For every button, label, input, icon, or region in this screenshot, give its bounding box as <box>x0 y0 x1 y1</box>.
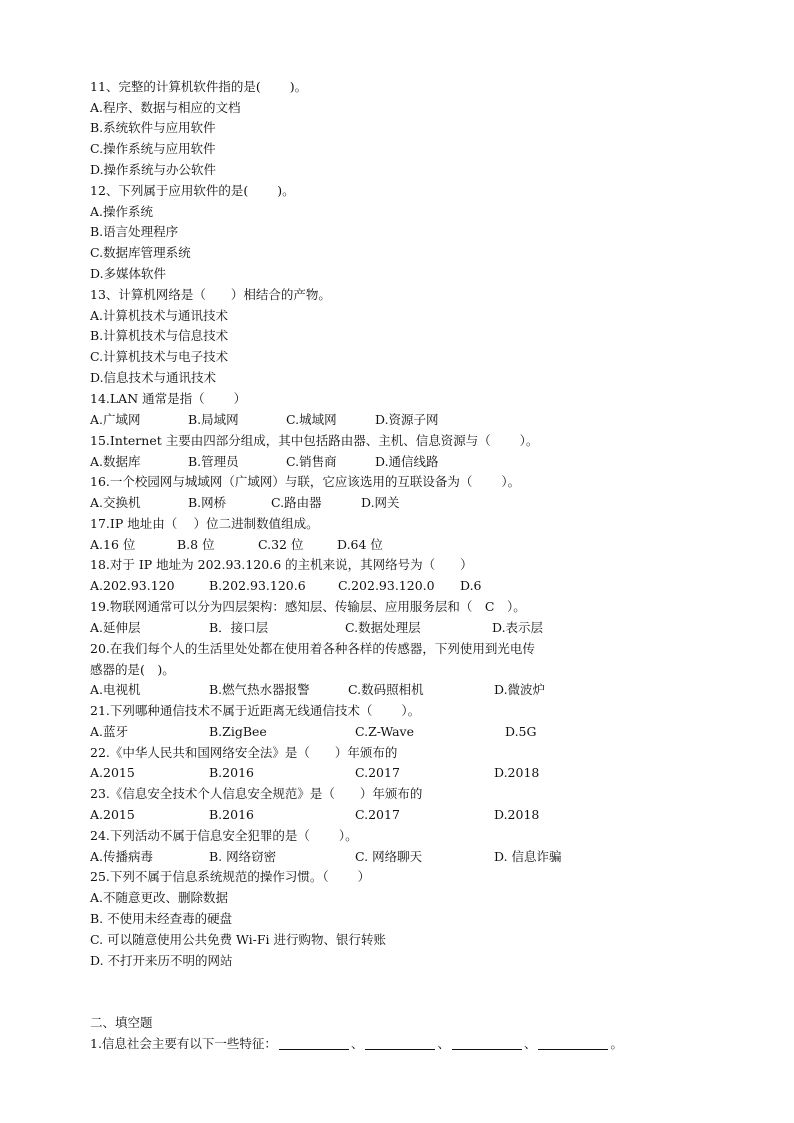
question-18-stem: 18.对于 IP 地址为 202.93.120.6 的主机来说，其网络号为（ ） <box>90 557 473 572</box>
question-15-option-b: B.管理员 <box>188 454 239 469</box>
question-21-option-b: B.ZigBee <box>209 724 267 739</box>
question-15-option-d: D.通信线路 <box>375 454 439 469</box>
question-22-option-a: A.2015 <box>90 765 135 780</box>
answer-blank-2[interactable] <box>365 1037 435 1050</box>
question-16-option-b: B.网桥 <box>188 495 227 510</box>
question-16-option-a: A.交换机 <box>90 495 141 510</box>
question-20-stem: 20.在我们每个人的生活里处处都在使用着各种各样的传感器，下列使用到光电传 <box>90 641 535 656</box>
question-24-option-d: D. 信息诈骗 <box>494 849 562 864</box>
question-22-option-b: B.2016 <box>209 765 254 780</box>
question-19-stem: 19.物联网通常可以分为四层架构：感知层、传输层、应用服务层和（ C ）。 <box>90 599 526 614</box>
section-heading-fill-in: 二、填空题 <box>90 1015 153 1030</box>
question-14-stem: 14.LAN 通常是指（ ） <box>90 391 247 406</box>
question-15-option-c: C.销售商 <box>286 454 337 469</box>
answer-blank-4[interactable] <box>538 1037 608 1050</box>
question-13-option-d: D.信息技术与通讯技术 <box>90 370 217 385</box>
question-25-option-c: C. 可以随意使用公共免费 Wi-Fi 进行购物、银行转账 <box>90 932 387 947</box>
question-20-stem-continued: 感器的是( )。 <box>90 662 175 677</box>
question-13-option-a: A.计算机技术与通讯技术 <box>90 308 229 323</box>
question-21-stem: 21.下列哪种通信技术不属于近距离无线通信技术（ ）。 <box>90 703 421 718</box>
question-23-option-a: A.2015 <box>90 807 135 822</box>
question-18-option-d: D.6 <box>460 578 482 593</box>
question-19-option-c: C.数据处理层 <box>345 620 421 635</box>
fill-in-question-1-text: 1.信息社会主要有以下一些特征： <box>90 1036 277 1051</box>
question-17-option-c: C.32 位 <box>258 537 304 552</box>
separator: 、 <box>523 1036 537 1051</box>
question-25-stem: 25.下列不属于信息系统规范的操作习惯。（ ） <box>90 869 371 884</box>
question-21-option-c: C.Z-Wave <box>355 724 414 739</box>
question-25-option-b: B. 不使用未经查毒的硬盘 <box>90 911 233 926</box>
question-19-option-a: A.延伸层 <box>90 620 141 635</box>
question-14-option-b: B.局域网 <box>188 412 239 427</box>
question-17-option-d: D.64 位 <box>337 537 383 552</box>
question-16-option-c: C.路由器 <box>271 495 322 510</box>
question-17-stem: 17.IP 地址由（ ）位二进制数值组成。 <box>90 516 319 531</box>
question-11-option-b: B.系统软件与应用软件 <box>90 120 216 135</box>
question-22-stem: 22.《中华人民共和国网络安全法》是（ ）年颁布的 <box>90 745 398 760</box>
question-12-option-b: B.语言处理程序 <box>90 224 179 239</box>
separator: 、 <box>437 1036 450 1051</box>
question-12-option-d: D.多媒体软件 <box>90 266 167 281</box>
question-22-option-d: D.2018 <box>494 765 540 780</box>
question-15-option-a: A.数据库 <box>90 454 141 469</box>
question-16-stem: 16.一个校园网与城域网（广域网）与联，它应该选用的互联设备为（ ）。 <box>90 474 521 489</box>
question-11-option-d: D.操作系统与办公软件 <box>90 162 217 177</box>
question-11-option-a: A.程序、数据与相应的文档 <box>90 100 241 115</box>
question-23-option-c: C.2017 <box>355 807 400 822</box>
question-16-option-d: D.网关 <box>361 495 400 510</box>
answer-blank-3[interactable] <box>452 1037 522 1050</box>
question-14-option-c: C.城域网 <box>286 412 337 427</box>
question-20-option-b: B.燃气热水器报警 <box>209 682 310 697</box>
question-23-option-b: B.2016 <box>209 807 254 822</box>
question-24-option-c: C. 网络聊天 <box>355 849 423 864</box>
question-24-option-b: B. 网络窃密 <box>209 849 277 864</box>
question-24-stem: 24.下列活动不属于信息安全犯罪的是（ ）。 <box>90 828 358 843</box>
question-22-option-c: C.2017 <box>355 765 400 780</box>
question-12-stem: 12、下列属于应用软件的是( )。 <box>90 183 295 198</box>
question-17-option-a: A.16 位 <box>90 537 136 552</box>
question-21-option-a: A.蓝牙 <box>90 724 129 739</box>
question-18-option-b: B.202.93.120.6 <box>209 578 306 593</box>
question-13-option-b: B.计算机技术与信息技术 <box>90 328 229 343</box>
question-18-option-a: A.202.93.120 <box>90 578 175 593</box>
question-14-option-a: A.广域网 <box>90 412 141 427</box>
question-14-option-d: D.资源子网 <box>375 412 439 427</box>
question-18-option-c: C.202.93.120.0 <box>338 578 435 593</box>
fill-in-question-1 <box>90 1036 623 1052</box>
question-24-option-a: A.传播病毒 <box>90 849 154 864</box>
question-12-option-a: A.操作系统 <box>90 204 154 219</box>
question-19-option-d: D.表示层 <box>492 620 544 635</box>
question-25-option-a: A.不随意更改、删除数据 <box>90 890 229 905</box>
question-25-option-d: D. 不打开来历不明的网站 <box>90 953 233 968</box>
question-11-stem: 11、完整的计算机软件指的是( )。 <box>90 79 308 94</box>
question-17-option-b: B.8 位 <box>177 537 215 552</box>
question-12-option-c: C.数据库管理系统 <box>90 245 191 260</box>
answer-blank-1[interactable] <box>279 1037 349 1050</box>
question-20-option-c: C.数码照相机 <box>348 682 424 697</box>
question-20-option-d: D.微波炉 <box>494 682 546 697</box>
question-19-option-b: B．接口层 <box>209 620 269 635</box>
question-13-stem: 13、计算机网络是（ ）相结合的产物。 <box>90 287 331 302</box>
question-23-option-d: D.2018 <box>494 807 540 822</box>
period: 。 <box>610 1036 623 1051</box>
question-23-stem: 23.《信息安全技术个人信息安全规范》是（ ）年颁布的 <box>90 786 423 801</box>
question-15-stem: 15.Internet 主要由四部分组成，其中包括路由器、主机、信息资源与（ ）。 <box>90 433 539 448</box>
question-11-option-c: C.操作系统与应用软件 <box>90 141 216 156</box>
separator: 、 <box>350 1036 364 1051</box>
question-13-option-c: C.计算机技术与电子技术 <box>90 349 229 364</box>
question-21-option-d: D.5G <box>505 724 537 739</box>
question-20-option-a: A.电视机 <box>90 682 141 697</box>
